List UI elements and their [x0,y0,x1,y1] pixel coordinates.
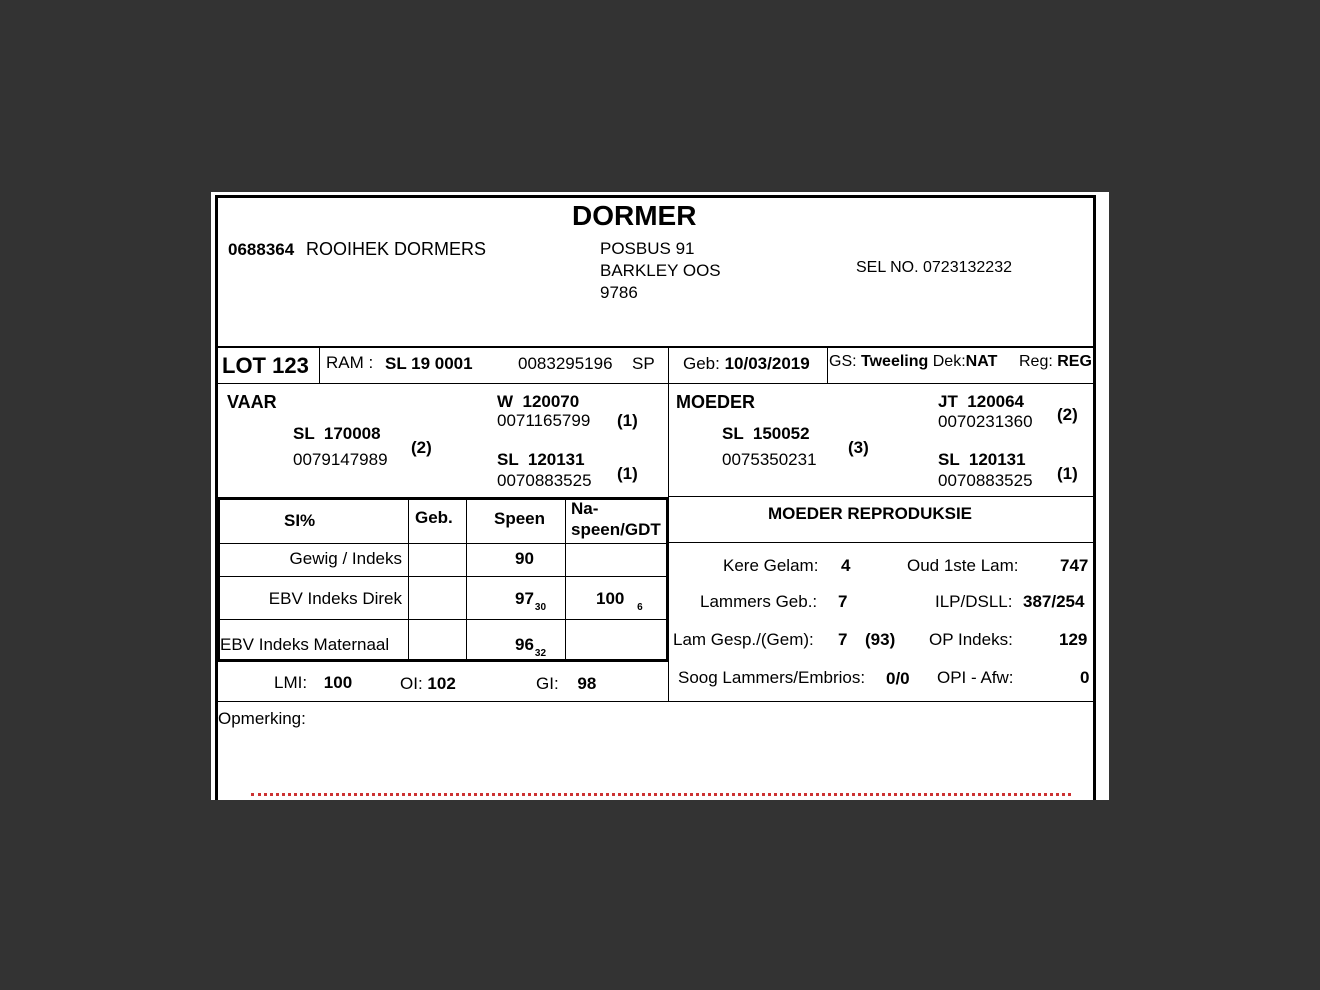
sire-count: (2) [411,438,432,457]
divider [217,346,1096,348]
ram-number: 0083295196 [518,354,613,373]
kere-label: Kere Gelam: [723,556,819,575]
speen-accuracy: 30 [534,602,547,613]
oi-value: 102 [427,674,456,693]
sire-number: 0079147989 [293,450,388,469]
oi-label: OI: [400,674,423,693]
speen-value [515,635,547,659]
lmi-label: LMI: [274,673,308,692]
opi-value: 0 [1080,668,1090,687]
dam-sire-number: 0070231360 [938,412,1033,431]
oud-value: 747 [1060,556,1089,575]
gs-value: Tweeling [861,353,929,370]
lammers-label: Lammers Geb.: [700,592,818,611]
sire-dam-id: SL 120131 [497,450,585,469]
reg-value: REG [1057,353,1092,370]
phone-number [856,259,1012,277]
dek-value: NAT [965,353,998,370]
oi [400,674,456,694]
cut-off-text-edge [251,793,1071,800]
speen-value [515,589,547,613]
divider [408,497,409,662]
dam-count: (3) [848,438,869,457]
lmi-value: 100 [323,673,353,692]
sire-id: SL 170008 [293,424,381,443]
remarks-label: Opmerking: [218,709,306,728]
address-line-2: BARKLEY OOS [600,261,721,280]
lot-number: LOT 123 [222,353,309,378]
opi-label: OPI - Afw: [937,668,1014,687]
soog-label: Soog Lammers/Embrios: [678,668,866,687]
birth-value: 10/03/2019 [724,354,810,373]
dam-dam-id: SL 120131 [938,450,1026,469]
divider [217,543,669,544]
gesp-gem: (93) [865,630,896,649]
sire-label: VAAR [227,392,277,412]
divider [217,383,1096,384]
lmi [274,673,352,693]
divider [217,576,669,577]
divider [319,346,320,384]
dam-sire-id: JT 120064 [938,392,1025,411]
phone-value: 0723132232 [923,259,1012,276]
birth-label: Geb: [683,354,720,373]
dam-id: SL 150052 [722,424,810,443]
speen-accuracy: 32 [534,648,547,659]
divider [217,701,1096,702]
naspeen-accuracy: 6 [637,602,643,613]
divider [668,496,1096,497]
divider [668,542,1096,543]
gesp-label: Lam Gesp./(Gem): [673,630,814,649]
naspeen-value [596,589,643,613]
catalogue-card [211,192,1109,800]
oud-label: Oud 1ste Lam: [907,556,1019,575]
op-value: 129 [1059,630,1088,649]
breeder-name: ROOIHEK DORMERS [306,239,487,259]
si-header: SI% [284,511,316,530]
soog-value: 0/0 [886,669,910,688]
dam-sire-count: (2) [1057,405,1078,424]
divider [217,619,669,620]
gi-label: GI: [536,674,559,693]
registration [1019,353,1092,371]
breeder-number: 0688364 [228,240,295,259]
divider [565,497,566,662]
reproduction-title: MOEDER REPRODUKSIE [768,504,973,523]
dam-dam-count: (1) [1057,464,1078,483]
phone-label: SEL NO. [856,259,919,276]
birth-date [683,354,810,374]
ram-label: RAM : [326,353,374,372]
gs-label: GS: [829,353,857,370]
sire-sire-number: 0071165799 [497,411,591,430]
naspeen-header: Na- speen/GDT [571,499,661,539]
geb-header: Geb. [415,508,453,527]
ram-code: SP [632,354,655,373]
address-line-1: POSBUS 91 [600,239,695,258]
speen-main: 96 [515,635,534,654]
op-label: OP Indeks: [929,630,1013,649]
speen-header: Speen [494,509,546,528]
dam-dam-number: 0070883525 [938,471,1033,490]
gi [536,674,596,694]
ilp-label: ILP/DSLL: [935,592,1013,611]
dek-label: Dek: [932,353,966,370]
sire-dam-number: 0070883525 [497,471,592,490]
row-label: EBV Indeks Direk [268,589,402,608]
gesp-value: 7 [838,630,848,649]
row-label: EBV Indeks Maternaal [220,635,390,654]
speen-value: 90 [515,549,534,568]
kere-value: 4 [841,556,851,575]
lammers-value: 7 [838,592,848,611]
reg-label: Reg: [1019,353,1053,370]
divider [827,346,828,384]
ram-id: SL 19 0001 [385,354,473,373]
speen-main: 97 [515,589,534,608]
divider [466,497,467,662]
dam-label: MOEDER [676,392,756,412]
birth-status [829,353,997,371]
divider [668,346,669,496]
naspeen-main: 100 [596,589,625,608]
row-label: Gewig / Indeks [289,549,402,568]
address-line-3: 9786 [600,283,638,302]
sire-sire-id: W 120070 [497,392,580,411]
ilp-value: 387/254 [1023,592,1085,611]
sire-sire-count: (1) [617,411,638,430]
sire-dam-count: (1) [617,464,638,483]
breed-title: DORMER [572,200,697,231]
gi-value: 98 [577,674,597,693]
dam-number: 0075350231 [722,450,817,469]
